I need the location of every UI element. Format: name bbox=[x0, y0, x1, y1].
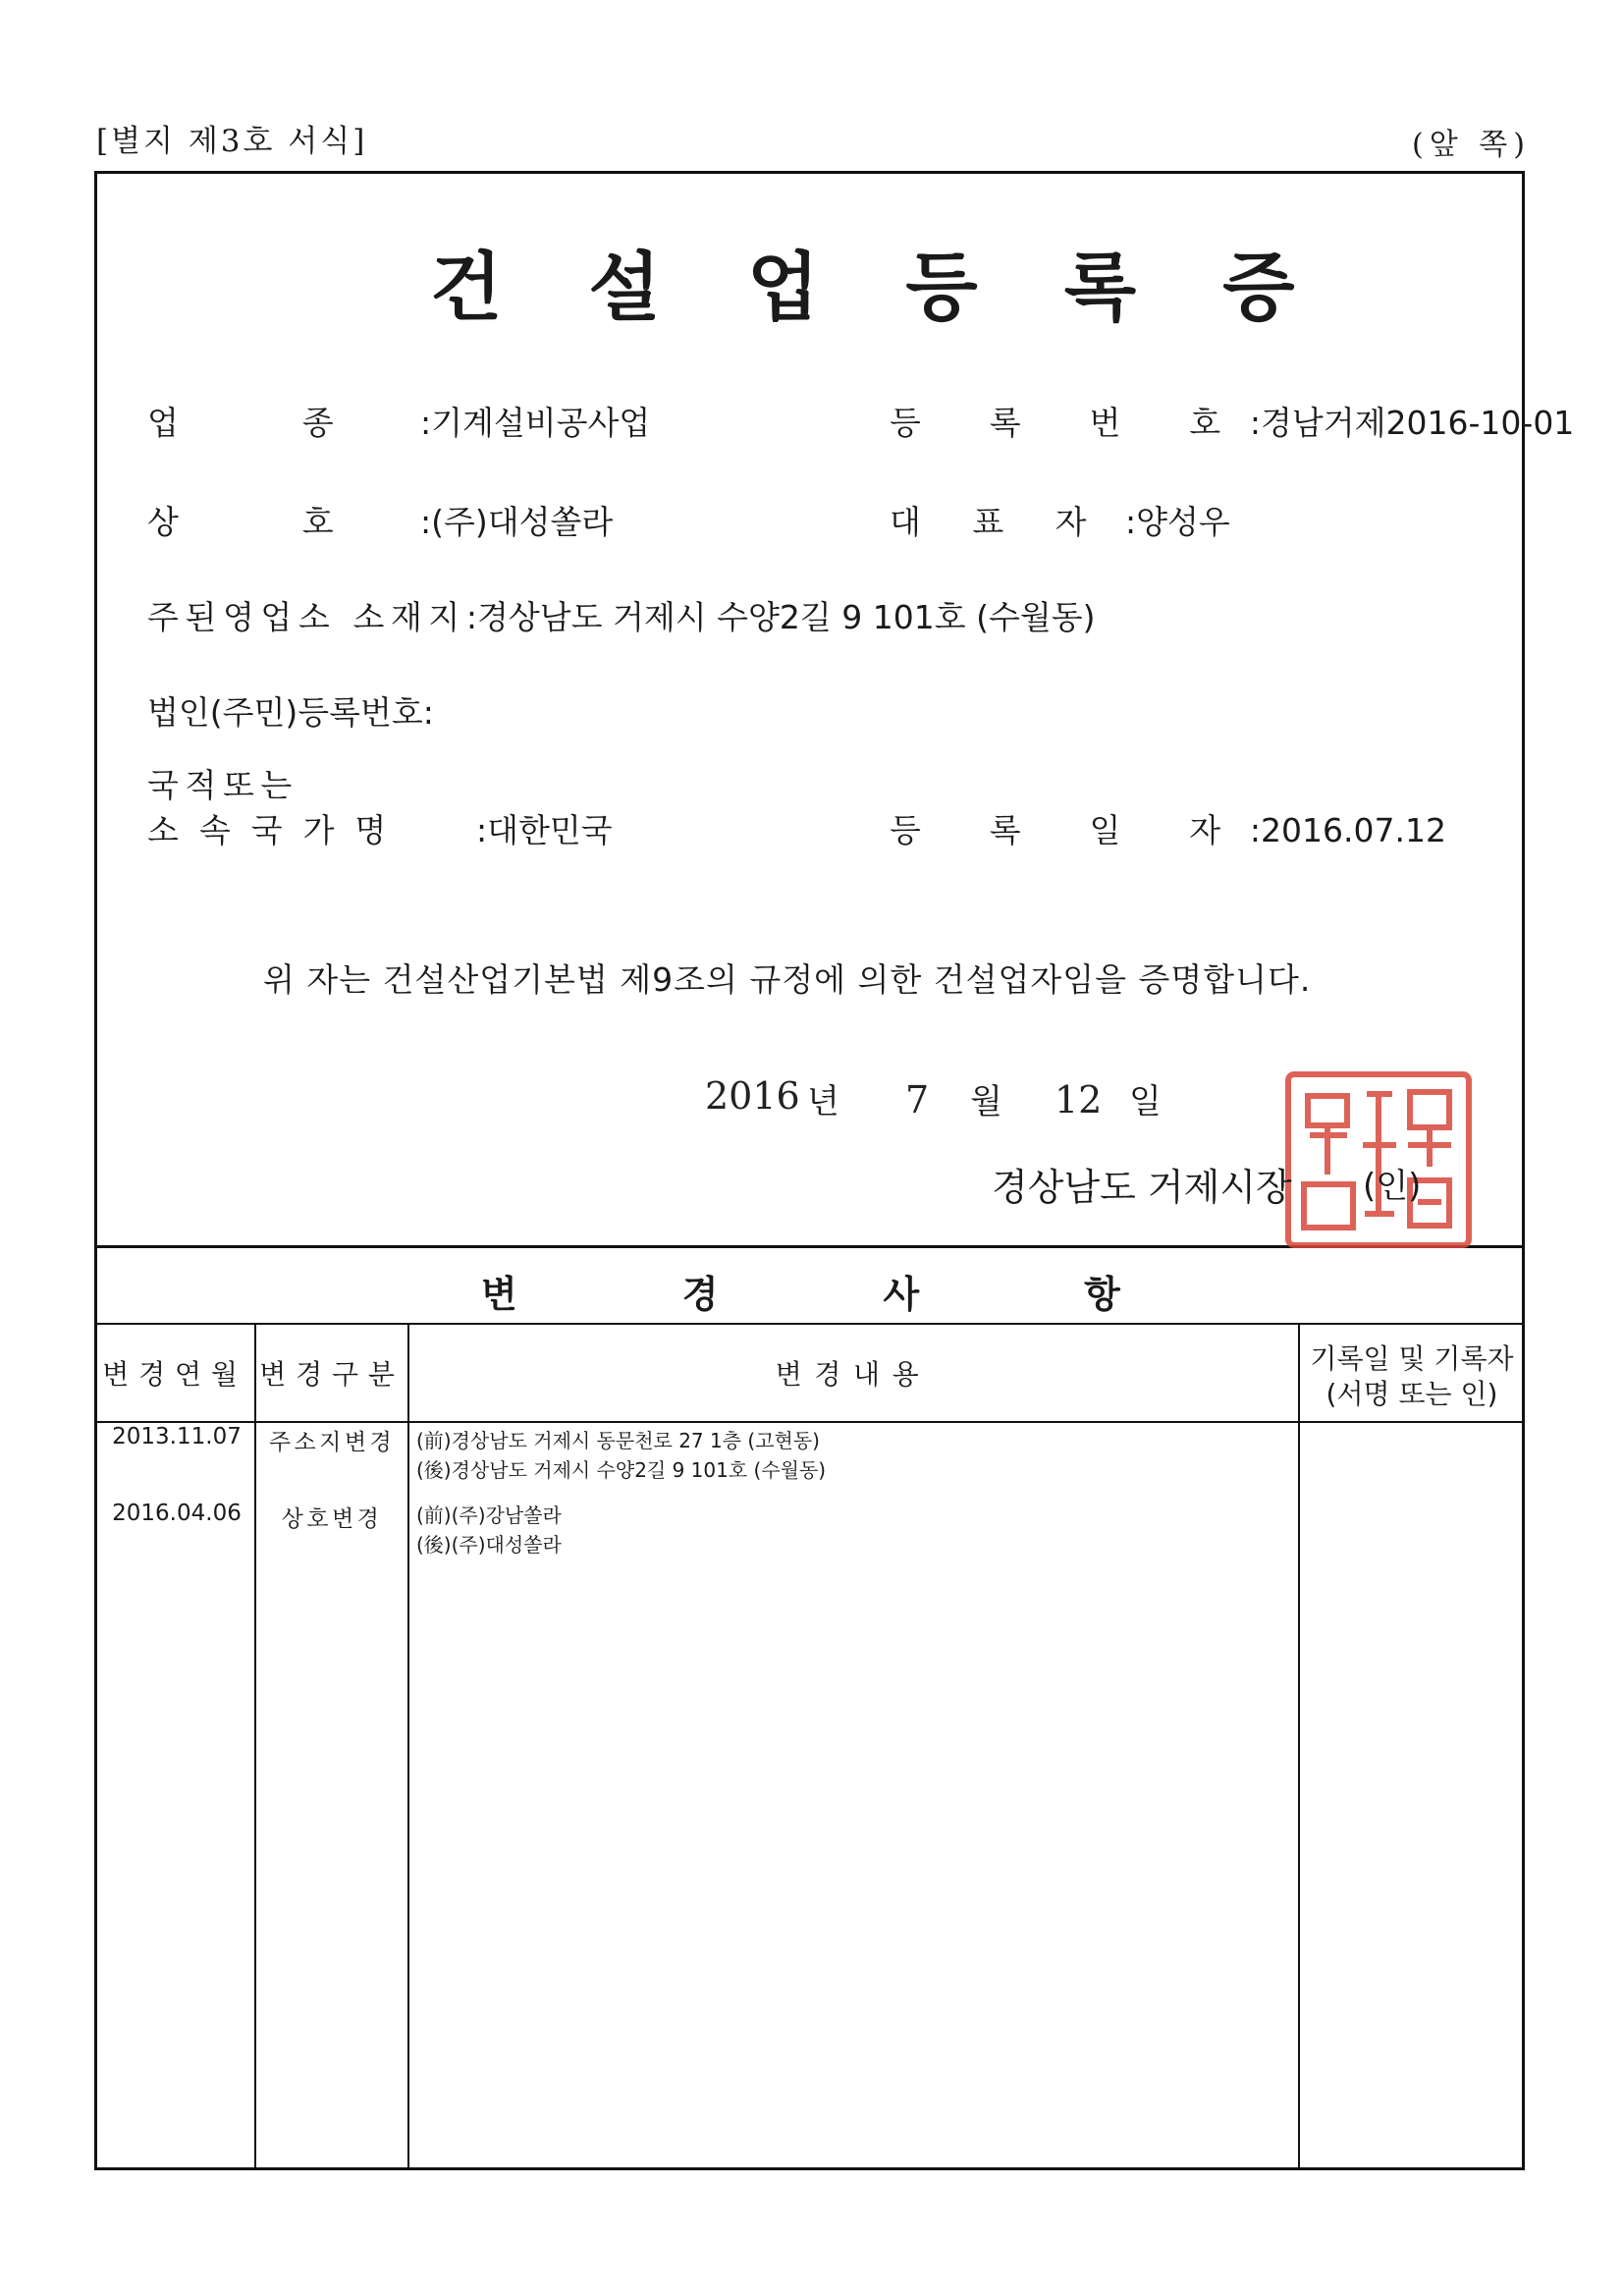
col-divider-3 bbox=[1298, 1323, 1300, 2170]
title-char: 건 bbox=[430, 244, 503, 331]
col-divider-2 bbox=[407, 1323, 409, 2170]
field-colon: : bbox=[420, 503, 432, 541]
table-row-2-date: 2016.04.06 bbox=[112, 1501, 242, 1526]
field-colon: : bbox=[1249, 811, 1262, 849]
title-char: 등 bbox=[905, 244, 978, 331]
field-registration-date bbox=[890, 805, 1446, 851]
changes-heading bbox=[481, 1264, 1120, 1318]
field-value: 양성우 bbox=[1136, 503, 1230, 541]
table-row-1-type: 주소지변경 bbox=[268, 1430, 396, 1455]
field-label: 소 속 국 가 명 bbox=[147, 811, 387, 849]
heading-char: 사 bbox=[883, 1272, 920, 1316]
field-colon: : bbox=[420, 404, 432, 442]
table-row-1-before: (前)경상남도 거제시 동문천로 27 1층 (고현동) bbox=[416, 1429, 820, 1452]
table-row-1-date: 2013.11.07 bbox=[112, 1424, 242, 1449]
field-label: 주된영업소 소재지 bbox=[147, 598, 466, 636]
title-char: 록 bbox=[1063, 244, 1137, 331]
field-colon: : bbox=[476, 811, 488, 849]
issue-year: 2016 bbox=[705, 1074, 800, 1118]
field-value: 대한민국 bbox=[487, 811, 613, 849]
heading-char: 항 bbox=[1084, 1272, 1120, 1316]
field-representative bbox=[890, 497, 1230, 543]
document-title bbox=[430, 228, 1295, 335]
field-label: 등 록 번 호 bbox=[890, 404, 1250, 442]
col-header-change-type: 변경구분 bbox=[259, 1358, 405, 1391]
certification-statement: 위 자는 건설산업기본법 제9조의 규정에 의한 건설업자임을 증명합니다. bbox=[263, 960, 1312, 999]
issue-day-unit: 일 bbox=[1129, 1082, 1162, 1121]
field-business-type bbox=[147, 398, 650, 444]
field-colon: : bbox=[1249, 404, 1262, 442]
field-colon: : bbox=[422, 693, 434, 732]
table-row-2-before: (前)(주)강남쏠라 bbox=[416, 1503, 562, 1527]
issue-month: 7 bbox=[905, 1078, 930, 1121]
issue-year-unit: 년 bbox=[807, 1082, 839, 1121]
field-colon: : bbox=[465, 598, 478, 636]
issue-day: 12 bbox=[1055, 1078, 1103, 1121]
col-header-change-content: 변경내용 bbox=[775, 1358, 932, 1391]
field-label: 상 호 bbox=[147, 503, 334, 541]
divider-heading bbox=[94, 1323, 1525, 1325]
issuer-name: 경상남도 거제시장 bbox=[992, 1166, 1292, 1209]
col-header-record: 기록일 및 기록자 bbox=[1310, 1342, 1514, 1375]
col-header-change-date: 변경연월 bbox=[102, 1358, 247, 1391]
form-label: [별지 제3호 서식] bbox=[96, 124, 368, 159]
title-char: 업 bbox=[746, 244, 820, 331]
field-value: 경남거제2016-10-01 bbox=[1261, 404, 1575, 442]
field-main-office bbox=[147, 592, 1096, 638]
issuer-seal-mark: (인) bbox=[1363, 1167, 1422, 1206]
page-side-label: (앞 쪽) bbox=[1412, 128, 1531, 162]
field-value: 기계설비공사업 bbox=[431, 404, 651, 442]
divider-columns bbox=[94, 1421, 1525, 1423]
col-divider-1 bbox=[254, 1323, 256, 2170]
heading-char: 변 bbox=[481, 1272, 517, 1316]
issue-month-unit: 월 bbox=[970, 1082, 1002, 1121]
field-value: (주)대성쏠라 bbox=[431, 503, 614, 541]
field-label: 등 록 일 자 bbox=[890, 811, 1250, 849]
title-char: 설 bbox=[588, 244, 661, 331]
field-label: 국적또는 bbox=[147, 766, 298, 804]
field-value: 경상남도 거제시 수양2길 9 101호 (수월동) bbox=[477, 598, 1096, 636]
field-registration-number bbox=[890, 398, 1574, 444]
field-corporate-reg bbox=[147, 687, 434, 734]
field-nationality-label-line1 bbox=[147, 760, 298, 806]
field-value: 2016.07.12 bbox=[1261, 811, 1446, 849]
field-label: 법인(주민)등록번호 bbox=[147, 693, 423, 732]
table-row-2-type: 상호변경 bbox=[281, 1506, 383, 1532]
field-label: 대 표 자 bbox=[890, 503, 1087, 541]
field-company-name bbox=[147, 497, 613, 543]
field-nationality bbox=[147, 805, 613, 851]
field-colon: : bbox=[1125, 503, 1137, 541]
heading-char: 경 bbox=[681, 1272, 719, 1316]
table-row-1-after: (後)경상남도 거제시 수양2길 9 101호 (수월동) bbox=[416, 1458, 827, 1482]
field-label: 업 종 bbox=[147, 404, 334, 442]
col-header-signature: (서명 또는 인) bbox=[1325, 1378, 1498, 1410]
title-char: 증 bbox=[1222, 244, 1295, 331]
table-row-2-after: (後)(주)대성쏠라 bbox=[416, 1533, 562, 1557]
